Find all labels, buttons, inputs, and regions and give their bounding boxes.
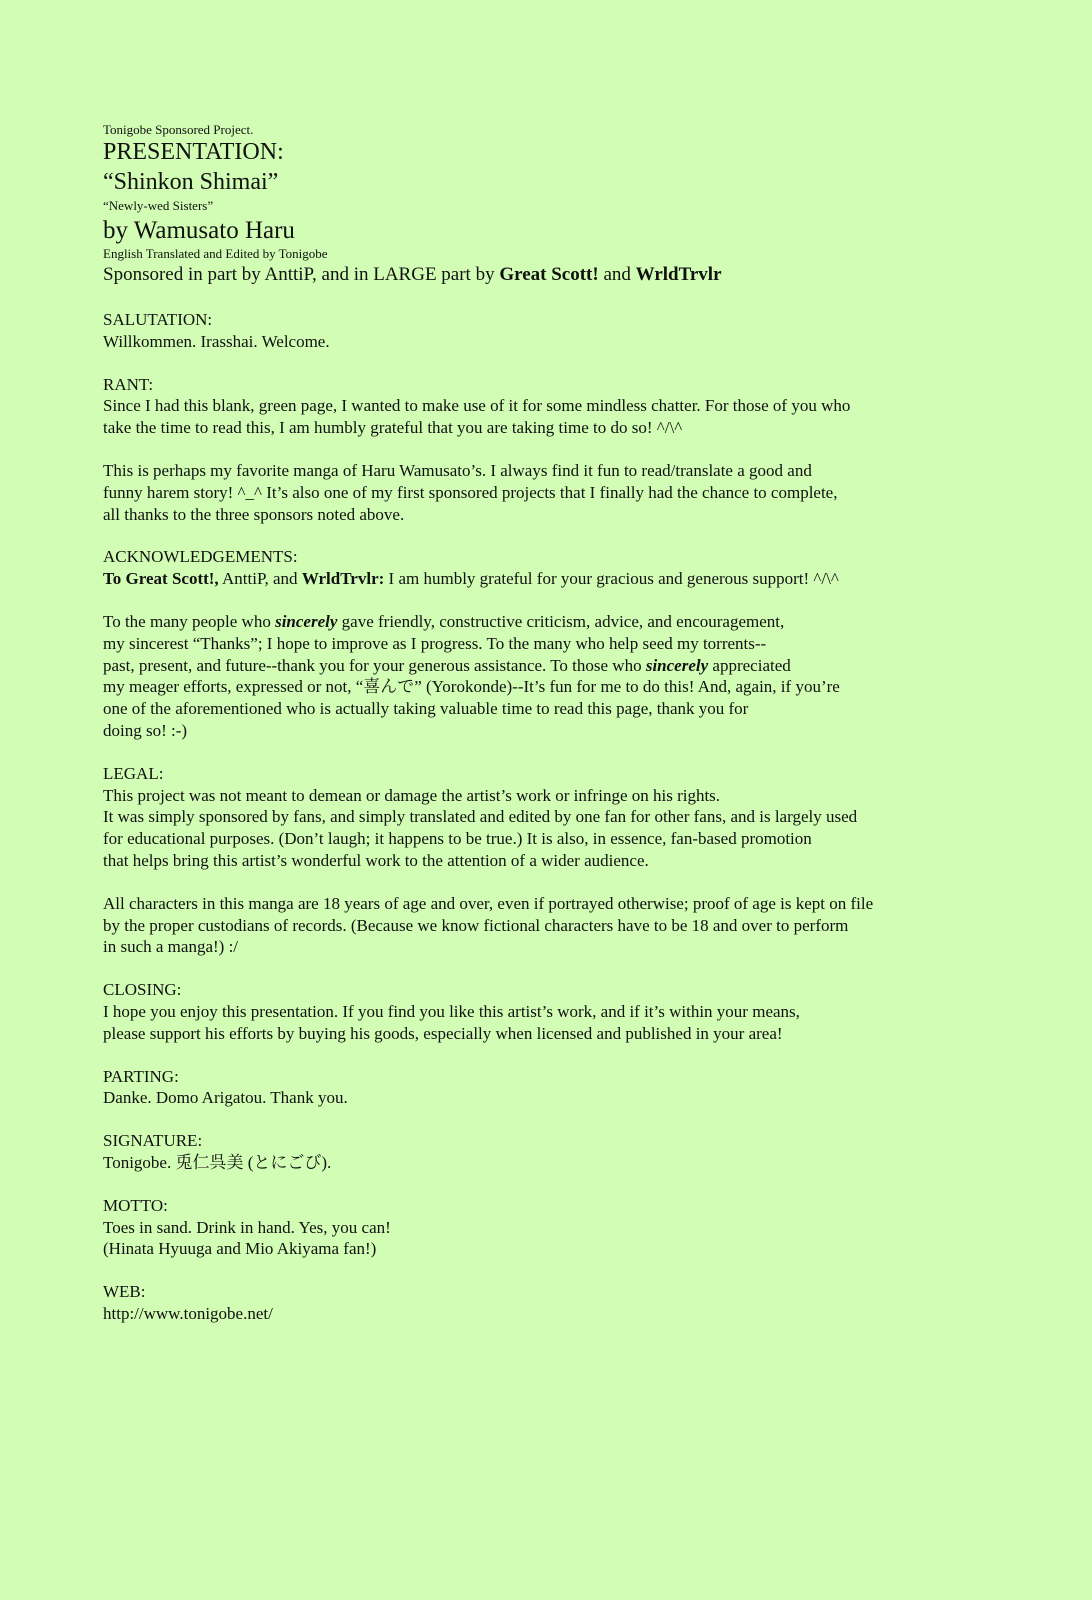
motto-section [103, 1195, 1003, 1260]
acknowledgements-line [103, 568, 1003, 590]
manga-subtitle: “Newly-wed Sisters” [103, 198, 214, 213]
ack-wrldtrvlr: WrldTrvlr [301, 569, 379, 589]
closing-line: please support his efforts by buying his goods, especially when licensed and published in your area! [103, 1023, 783, 1043]
legal-section [103, 763, 1003, 872]
manga-title: “Shinkon Shimai” [103, 169, 279, 195]
ack-line: my sincerest “Thanks”; I hope to improve as I progress. To the many who help seed my torrents-- [103, 633, 767, 653]
ack-mid: AnttiP, and [218, 569, 302, 589]
legal-line: It was simply sponsored by fans, and simply translated and edited by one fan for other fans, and is largely used [103, 807, 858, 827]
acknowledgements-heading: ACKNOWLEDGEMENTS: [103, 547, 298, 567]
document-page [103, 121, 1003, 1325]
signature-heading: SIGNATURE: [103, 1131, 203, 1151]
ack-colon: : [378, 569, 385, 589]
signature-section [103, 1130, 1003, 1174]
legal-line: by the proper custodians of records. (Because we know fictional characters have to be 18 and over to perform [103, 915, 849, 935]
ack-text: To the many people who [103, 611, 276, 631]
ack-text: gave friendly, constructive criticism, advice, and encouragement, [337, 611, 785, 631]
rant-line: This is perhaps my favorite manga of Haru Wamusato’s. I always find it fun to read/translate a good and [103, 460, 812, 480]
rant-line: funny harem story! ^_^ It’s also one of my first sponsored projects that I finally had the chance to complete, [103, 482, 838, 502]
sponsor-prefix: Sponsored in part by AnttiP, and in LARGE part by [103, 264, 500, 285]
closing-heading: CLOSING: [103, 980, 182, 1000]
presentation-heading: PRESENTATION: [103, 139, 284, 165]
ack-text: past, present, and future--thank you for your generous assistance. To those who [103, 655, 646, 675]
rant-heading: RANT: [103, 374, 154, 394]
sponsor-wrldtrvlr: WrldTrvlr [635, 264, 722, 285]
ack-line: doing so! :-) [103, 720, 188, 740]
web-url: http://www.tonigobe.net/ [103, 1303, 273, 1323]
ack-rest: I am humbly grateful for your gracious and generous support! ^/\^ [384, 569, 839, 589]
rant-section [103, 374, 1003, 439]
rant-line: Since I had this blank, green page, I wanted to make use of it for some mindless chatter. For those of you who [103, 396, 851, 416]
sponsor-line [103, 262, 1003, 288]
salutation-text: Willkommen. Irasshai. Welcome. [103, 331, 330, 351]
web-section [103, 1281, 1003, 1325]
legal-line: This project was not meant to demean or damage the artist’s work or infringe on his rights. [103, 785, 721, 805]
ack-line [103, 655, 1003, 677]
web-heading: WEB: [103, 1282, 146, 1302]
salutation-section [103, 309, 1003, 353]
ack-line: my meager efforts, expressed or not, “喜んで” (Yorokonde)--It’s fun for me to do this! And, again, if you’re [103, 677, 840, 697]
ack-line [103, 611, 1003, 633]
rant-line: take the time to read this, I am humbly grateful that you are taking time to do so! ^/\^ [103, 418, 683, 438]
ack-text: appreciated [708, 655, 791, 675]
rant-line: all thanks to the three sponsors noted above. [103, 504, 405, 524]
acknowledgements-paragraph-2 [103, 611, 1003, 742]
legal-heading: LEGAL: [103, 763, 164, 783]
legal-line: for educational purposes. (Don’t laugh; it happens to be true.) It is also, in essence, fan-based promotion [103, 829, 812, 849]
closing-section [103, 979, 1003, 1044]
credits-line: English Translated and Edited by Tonigobe [103, 246, 328, 261]
acknowledgements-section [103, 546, 1003, 590]
legal-line: in such a manga!) :/ [103, 937, 239, 957]
motto-heading: MOTTO: [103, 1195, 168, 1215]
author-line: by Wamusato Haru [103, 217, 295, 244]
sponsor-great-scott: Great Scott! [499, 264, 599, 285]
motto-line: (Hinata Hyuuga and Mio Akiyama fan!) [103, 1239, 377, 1259]
salutation-heading: SALUTATION: [103, 310, 213, 329]
ack-line: one of the aforementioned who is actually taking valuable time to read this page, thank you for [103, 699, 749, 719]
signature-text: Tonigobe. 兎仁呉美 (とにごび). [103, 1152, 332, 1172]
parting-text: Danke. Domo Arigatou. Thank you. [103, 1088, 348, 1108]
ack-emphasis: sincerely [645, 655, 709, 675]
project-label: Tonigobe Sponsored Project. [103, 122, 254, 137]
rant-paragraph-2 [103, 460, 1003, 525]
ack-emphasis: sincerely [275, 611, 338, 631]
legal-line: that helps bring this artist’s wonderful work to the attention of a wider audience. [103, 850, 649, 870]
parting-heading: PARTING: [103, 1066, 179, 1086]
parting-section [103, 1066, 1003, 1110]
header-block [103, 121, 1003, 288]
sponsor-and: and [598, 264, 636, 285]
legal-line: All characters in this manga are 18 years of age and over, even if portrayed otherwise; proof of age is kept on file [103, 893, 874, 913]
closing-line: I hope you enjoy this presentation. If you find you like this artist’s work, and if it’s within your means, [103, 1001, 800, 1021]
legal-paragraph-2 [103, 893, 1003, 958]
ack-to-great-scott: To Great Scott!, [103, 569, 219, 589]
motto-line: Toes in sand. Drink in hand. Yes, you can! [103, 1217, 391, 1237]
